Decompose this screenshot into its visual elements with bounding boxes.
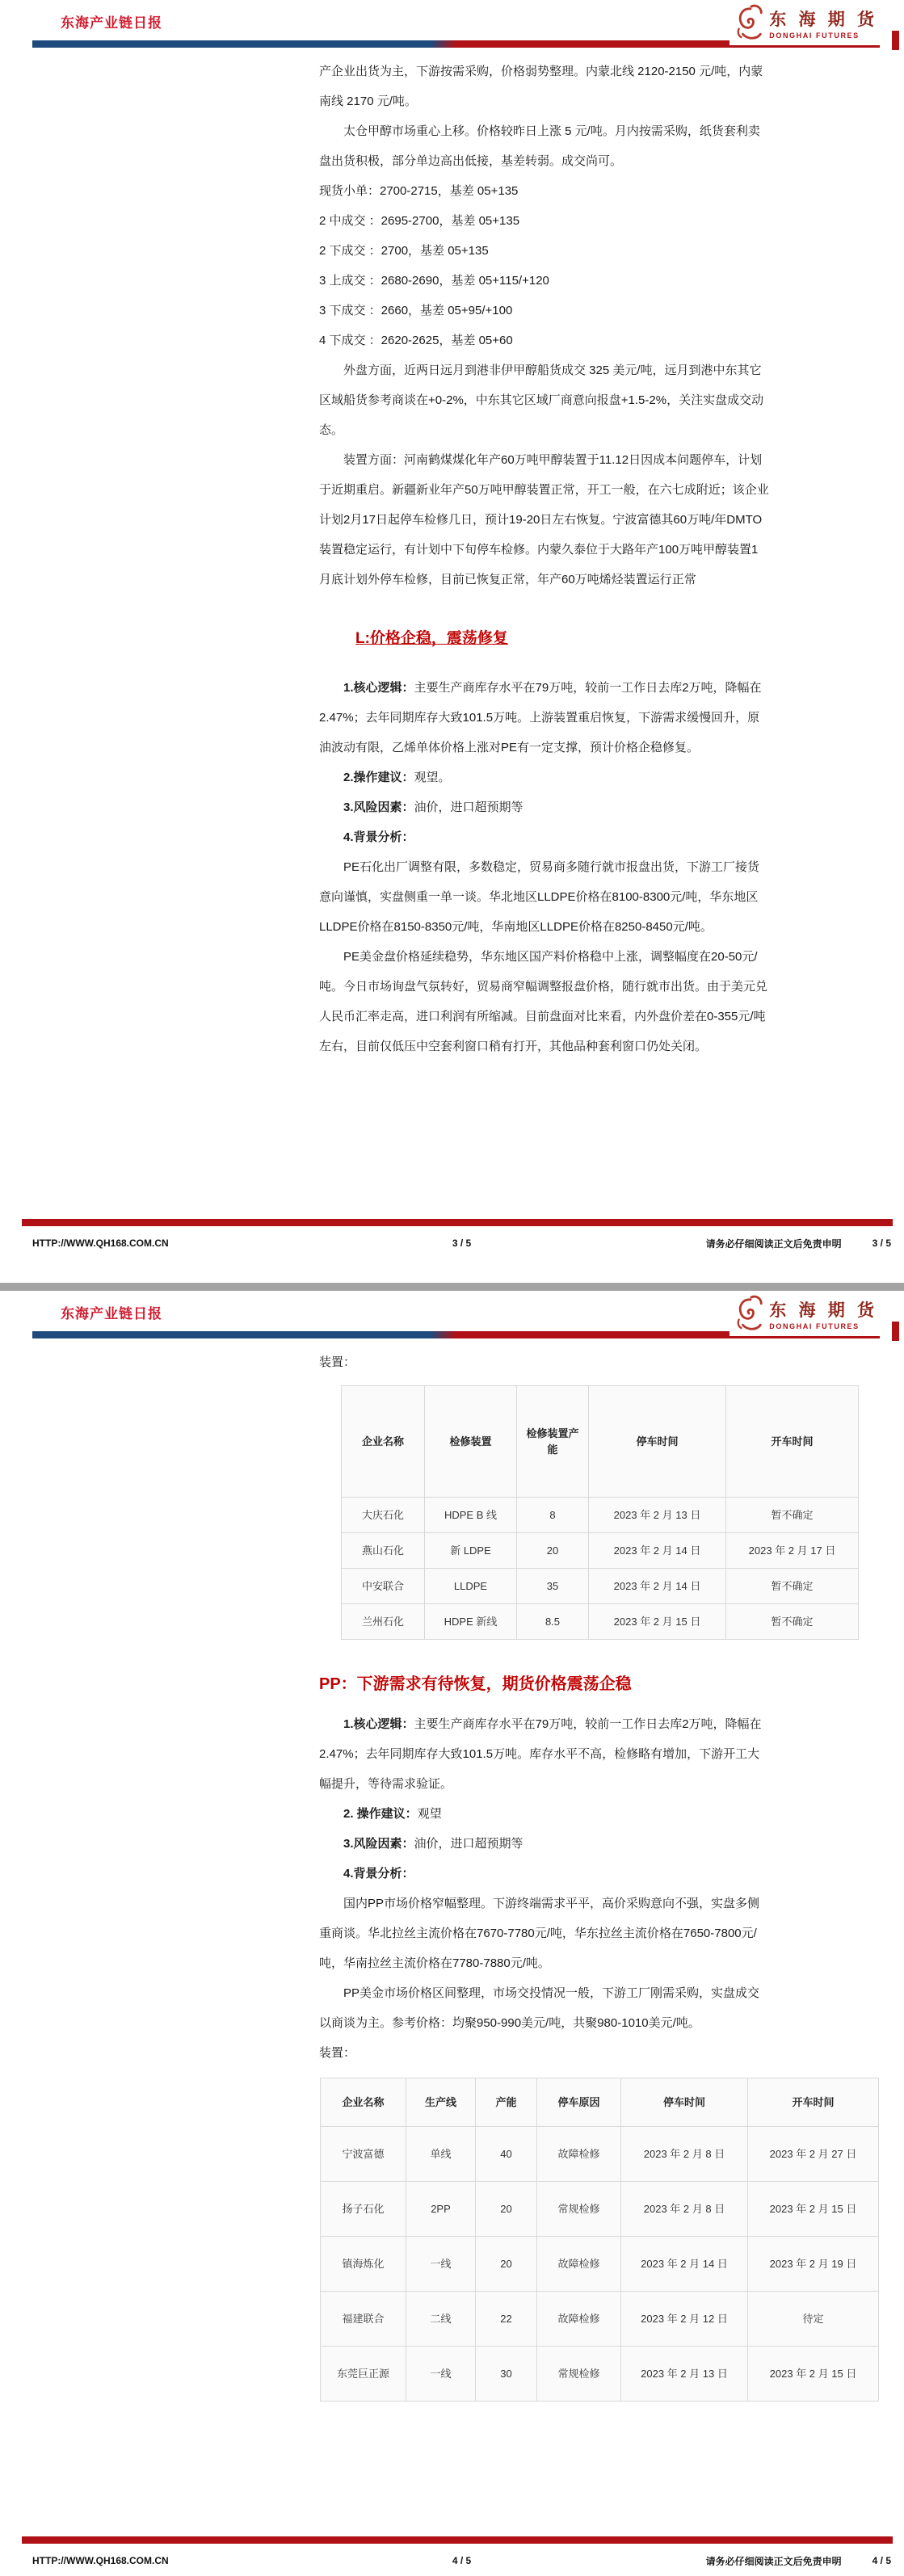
- l-background-label: 4.背景分析：: [343, 830, 414, 844]
- table-cell: 常规检修: [537, 2347, 621, 2402]
- table-cell: 一线: [406, 2237, 476, 2292]
- table-cell: 2023 年 2 月 13 日: [589, 1498, 726, 1533]
- table-cell: 故障检修: [537, 2127, 621, 2182]
- table-cell: 待定: [748, 2292, 879, 2347]
- table-cell: 35: [517, 1569, 589, 1604]
- l-core-logic-label: 1.核心逻辑：: [343, 681, 414, 695]
- table-cell: 燕山石化: [342, 1533, 425, 1569]
- table-header-cell: 检修装置产能: [517, 1386, 589, 1498]
- table-cell: 2023 年 2 月 12 日: [621, 2292, 748, 2347]
- table-cell: 2023 年 2 月 17 日: [726, 1533, 859, 1569]
- table-row: [321, 2182, 879, 2237]
- l-risk-factors: [319, 792, 770, 822]
- table-row: [321, 2127, 879, 2182]
- quote-line: 现货小单：2700-2715，基差 05+135: [319, 184, 519, 198]
- paragraph-taicang: 太仓甲醇市场重心上移。价格较昨日上涨 5 元/吨。月内按需采购，纸货套利卖盘出货积极，部分单边高出低接，基差转弱。成交尚可。: [319, 124, 760, 168]
- table-cell: 单线: [406, 2127, 476, 2182]
- table-cell: 2023 年 2 月 13 日: [621, 2347, 748, 2402]
- table-row: [342, 1569, 859, 1604]
- table-row: [321, 2292, 879, 2347]
- report-page-3: [0, 0, 904, 1283]
- table-cell: 2023 年 2 月 27 日: [748, 2127, 879, 2182]
- dragon-icon: [734, 1293, 765, 1334]
- pp-operation-advice-label: 2. 操作建议：: [343, 1807, 418, 1821]
- footer-url: HTTP://WWW.QH168.COM.CN: [32, 2555, 169, 2566]
- pp-core-logic-text: 主要生产商库存水平在79万吨，较前一工作日去库2万吨，降幅在2.47%；去年同期库存大致101.5万吨。库存水平不高，检修略有增加，下游开工大幅提升，等待需求验证。: [319, 1717, 762, 1791]
- table-cell: 22: [476, 2292, 537, 2347]
- pp-background-label: 4.背景分析：: [343, 1867, 414, 1881]
- pp-background-para-2: PP美金市场价格区间整理，市场交投情况一般，下游工厂刚需采购，实盘成交以商谈为主。参考价格：均聚950-990美元/吨，共聚980-1010美元/吨。: [319, 1986, 760, 2030]
- l-core-logic-text: 主要生产商库存水平在79万吨，较前一工作日去库2万吨，降幅在2.47%；去年同期库存大致101.5万吨。上游装置重启恢复，下游需求缓慢回升，原油波动有限，乙烯单体价格上涨对PE有一定支撑，预计价格企稳修复。: [319, 681, 762, 754]
- table-cell: 暂不确定: [726, 1569, 859, 1604]
- l-risk-factors-label: 3.风险因素：: [343, 801, 414, 814]
- footer-page-number-right: 3 / 5: [872, 1238, 891, 1249]
- pp-maintenance-table: [320, 2078, 879, 2402]
- quote-line: 2 下成交 ：2700，基差 05+135: [319, 244, 489, 258]
- table-cell: 30: [476, 2347, 537, 2402]
- report-title: 东海产业链日报: [61, 1306, 162, 1322]
- logo-text: [769, 6, 878, 40]
- pp-background-para-1: 国内PP市场价格窄幅整理。下游终端需求平平，高价采购意向不强，实盘多侧重商谈。华北拉丝主流价格在7670-7780元/吨，华东拉丝主流价格在7650-7800元/吨，华南拉丝主流价格在7780-7880元/吨。: [319, 1897, 760, 1970]
- device-table-label: 装置：: [319, 2046, 356, 2060]
- table-cell: 福建联合: [321, 2292, 406, 2347]
- l-background-heading: [319, 822, 770, 852]
- table-cell: 兰州石化: [342, 1604, 425, 1640]
- table-header-row: [342, 1386, 859, 1498]
- quote-line: 2 中成交 ：2695-2700，基差 05+135: [319, 214, 520, 228]
- page-3-content: [319, 57, 770, 1061]
- report-title: 东海产业链日报: [61, 15, 162, 31]
- table-header-cell: 开车时间: [726, 1386, 859, 1498]
- footer-bar-decoration: [22, 2536, 893, 2544]
- table-cell: 故障检修: [537, 2237, 621, 2292]
- pp-background-heading: [319, 1859, 770, 1889]
- pp-risk-factors-label: 3.风险因素：: [343, 1837, 414, 1851]
- pp-section-title: PP：下游需求有待恢复，期货价格震荡企稳: [319, 1675, 632, 1693]
- l-core-logic: [319, 673, 770, 763]
- table-cell: 2023 年 2 月 15 日: [748, 2182, 879, 2237]
- table-cell: 二线: [406, 2292, 476, 2347]
- table-cell: 大庆石化: [342, 1498, 425, 1533]
- footer-disclaimer: 请务必仔细阅读正文后免责申明: [705, 2555, 842, 2567]
- table-header-cell: 停车时间: [589, 1386, 726, 1498]
- footer-bar-decoration: [22, 1219, 893, 1226]
- page-footer: [0, 2536, 904, 2568]
- logo-en-text: DONGHAI FUTURES: [769, 31, 860, 40]
- table-cell: 2023 年 2 月 8 日: [621, 2127, 748, 2182]
- footer-url: HTTP://WWW.QH168.COM.CN: [32, 1238, 169, 1249]
- table-cell: 2023 年 2 月 19 日: [748, 2237, 879, 2292]
- donghai-logo: [730, 1291, 889, 1336]
- table-cell: 故障检修: [537, 2292, 621, 2347]
- table-header-cell: 停车时间: [621, 2078, 748, 2127]
- footer-page-number: 3 / 5: [452, 1238, 472, 1249]
- table-row: [342, 1604, 859, 1640]
- table-header-cell: 企业名称: [342, 1386, 425, 1498]
- page-header: [0, 0, 904, 57]
- table-cell: 一线: [406, 2347, 476, 2402]
- pp-risk-factors: [319, 1829, 770, 1859]
- table-cell: 暂不确定: [726, 1498, 859, 1533]
- table-cell: 暂不确定: [726, 1604, 859, 1640]
- quote-line: 3 上成交 ：2680-2690，基差 05+115/+120: [319, 274, 549, 288]
- logo-red-square: [892, 31, 899, 50]
- table-cell: 2023 年 2 月 8 日: [621, 2182, 748, 2237]
- pp-core-logic-label: 1.核心逻辑：: [343, 1717, 414, 1731]
- logo-text: [769, 1297, 878, 1330]
- page-footer: [0, 1219, 904, 1250]
- table-cell: 20: [476, 2237, 537, 2292]
- page-header: [0, 1291, 904, 1347]
- logo-red-square: [892, 1322, 899, 1341]
- paragraph-external-market: 外盘方面，近两日远月到港非伊甲醇船货成交 325 美元/吨，远月到港中东其它区域船货参考商谈在+0-2%，中东其它区域厂商意向报盘+1.5-2%，关注实盘成交动态。: [319, 363, 764, 437]
- table-header-cell: 企业名称: [321, 2078, 406, 2127]
- pp-core-logic: [319, 1709, 770, 1799]
- table-cell: 2023 年 2 月 15 日: [748, 2347, 879, 2402]
- table-cell: 20: [476, 2182, 537, 2237]
- table-cell: 40: [476, 2127, 537, 2182]
- table-header-cell: 生产线: [406, 2078, 476, 2127]
- table-cell: 8: [517, 1498, 589, 1533]
- l-background-para-2: PE美金盘价格延续稳势，华东地区国产料价格稳中上涨，调整幅度在20-50元/吨。今日市场询盘气氛转好，贸易商窄幅调整报盘价格，随行就市出货。由于美元兑人民币汇率走高，进口利润有所缩减。目前盘面对比来看，内外盘价差在0-355元/吨左右，目前仅低压中空套利窗口稍有打开，其他品种套利窗口仍处关闭。: [319, 950, 768, 1053]
- table-row: [342, 1498, 859, 1533]
- page-4-content: [319, 1347, 857, 2402]
- l-operation-advice-text: 观望。: [414, 771, 451, 784]
- pe-maintenance-table: [341, 1385, 859, 1640]
- table-cell: 2023 年 2 月 14 日: [621, 2237, 748, 2292]
- table-row: [321, 2347, 879, 2402]
- donghai-logo: [730, 0, 889, 45]
- logo-cn-text: 东 海 期 货: [769, 9, 878, 29]
- table-header-row: [321, 2078, 879, 2127]
- table-cell: 2023 年 2 月 14 日: [589, 1533, 726, 1569]
- l-section-title: L:价格企稳，震荡修复: [355, 630, 508, 647]
- l-operation-advice-label: 2.操作建议：: [343, 771, 414, 784]
- table-header-cell: 产能: [476, 2078, 537, 2127]
- table-cell: HDPE B 线: [425, 1498, 517, 1533]
- table-cell: 2023 年 2 月 15 日: [589, 1604, 726, 1640]
- table-row: [342, 1533, 859, 1569]
- footer-disclaimer: 请务必仔细阅读正文后免责申明: [705, 1238, 842, 1250]
- l-operation-advice: [319, 763, 770, 792]
- table-cell: 扬子石化: [321, 2182, 406, 2237]
- paragraph-plants: 装置方面：河南鹤煤煤化年产60万吨甲醇装置于11.12日因成本问题停车，计划于近期重启。新疆新业年产50万吨甲醇装置正常，开工一般，在六七成附近；该企业计划2月17日起停车检修几日，预计19-20日左右恢复。宁波富德其60万吨/年DMTO装置稳定运行，有计划中下旬停车检修。内蒙久泰位于大路年产100万吨甲醇装置1月底计划外停车检修，目前已恢复正常，年产60万吨烯烃装置运行正常: [319, 453, 769, 586]
- quote-line: 3 下成交 ：2660，基差 05+95/+100: [319, 304, 513, 317]
- page-divider: [0, 1283, 904, 1291]
- footer-right-group: [706, 2554, 891, 2568]
- pp-operation-advice-text: 观望: [417, 1807, 442, 1821]
- device-table-label: 装置：: [319, 1355, 356, 1369]
- table-cell: 常规检修: [537, 2182, 621, 2237]
- dragon-icon: [734, 2, 765, 43]
- table-cell: 8.5: [517, 1604, 589, 1640]
- report-page-4: [0, 1291, 904, 2576]
- table-cell: LLDPE: [425, 1569, 517, 1604]
- table-header-cell: 停车原因: [537, 2078, 621, 2127]
- table-cell: 2PP: [406, 2182, 476, 2237]
- quote-line: 4 下成交 ：2620-2625，基差 05+60: [319, 334, 513, 347]
- paragraph-continuation: 产企业出货为主，下游按需采购，价格弱势整理。内蒙北线 2120-2150 元/吨，内蒙南线 2170 元/吨。: [319, 65, 763, 108]
- logo-cn-text: 东 海 期 货: [769, 1300, 878, 1320]
- table-cell: 宁波富德: [321, 2127, 406, 2182]
- footer-page-number-right: 4 / 5: [872, 2555, 891, 2566]
- table-header-cell: 开车时间: [748, 2078, 879, 2127]
- table-cell: 2023 年 2 月 14 日: [589, 1569, 726, 1604]
- pp-operation-advice: [319, 1799, 770, 1829]
- logo-en-text: DONGHAI FUTURES: [769, 1322, 860, 1330]
- pp-risk-factors-text: 油价，进口超预期等: [414, 1837, 523, 1851]
- footer-row: [32, 1236, 891, 1250]
- table-cell: 镇海炼化: [321, 2237, 406, 2292]
- table-cell: 20: [517, 1533, 589, 1569]
- table-cell: 东莞巨正源: [321, 2347, 406, 2402]
- table-header-cell: 检修装置: [425, 1386, 517, 1498]
- l-background-para-1: PE石化出厂调整有限，多数稳定，贸易商多随行就市报盘出货，下游工厂接货意向谨慎，实盘侧重一单一谈。华北地区LLDPE价格在8100-8300元/吨，华东地区LLDPE价格在8150-8350元/吨，华南地区LLDPE价格在8250-8450元/吨。: [319, 860, 760, 934]
- l-risk-factors-text: 油价，进口超预期等: [414, 801, 523, 814]
- footer-right-group: [706, 1237, 891, 1250]
- table-cell: 新 LDPE: [425, 1533, 517, 1569]
- footer-page-number: 4 / 5: [452, 2555, 472, 2566]
- table-cell: 中安联合: [342, 1569, 425, 1604]
- footer-row: [32, 2553, 891, 2568]
- table-row: [321, 2237, 879, 2292]
- table-cell: HDPE 新线: [425, 1604, 517, 1640]
